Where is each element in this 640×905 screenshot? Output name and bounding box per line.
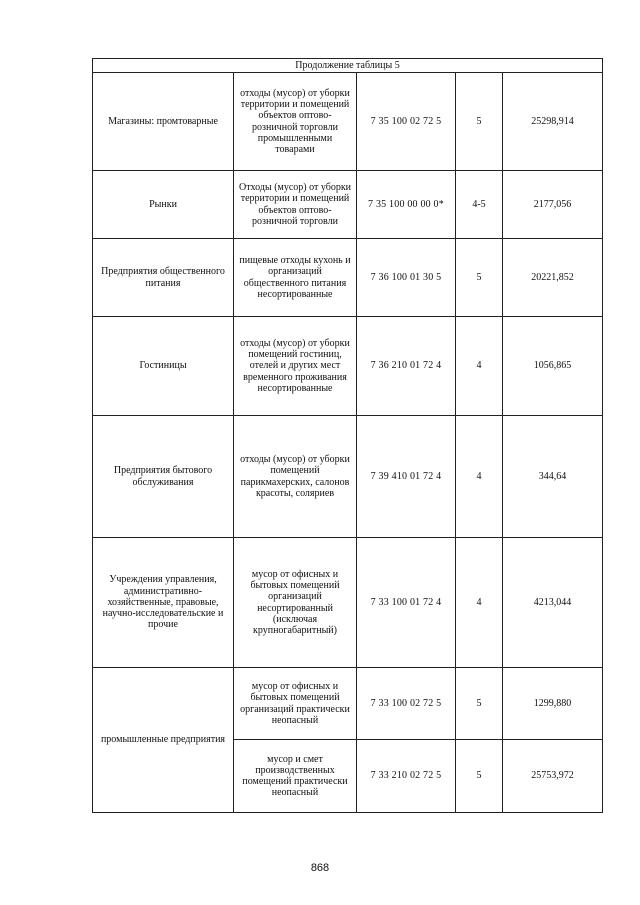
class-cell: 4 <box>456 538 503 668</box>
class-cell: 4 <box>456 416 503 538</box>
class-cell: 5 <box>456 239 503 317</box>
class-cell: 5 <box>456 740 503 813</box>
amount-cell: 1299,880 <box>503 668 603 740</box>
code-cell: 7 36 100 01 30 5 <box>357 239 456 317</box>
code-cell: 7 33 100 02 72 5 <box>357 668 456 740</box>
source-cell: Предприятия общественного питания <box>93 239 234 317</box>
code-cell: 7 36 210 01 72 4 <box>357 317 456 416</box>
amount-cell: 25298,914 <box>503 73 603 171</box>
source-cell: Предприятия бытового обслуживания <box>93 416 234 538</box>
code-cell: 7 39 410 01 72 4 <box>357 416 456 538</box>
table-row <box>93 317 603 416</box>
table-caption: Продолжение таблицы 5 <box>93 59 603 73</box>
waste-cell: отходы (мусор) от уборки помещений парикмахерских, салонов красоты, соляриев <box>234 416 357 538</box>
amount-cell: 2177,056 <box>503 171 603 239</box>
class-cell: 4 <box>456 317 503 416</box>
source-cell: Магазины: промтоварные <box>93 73 234 171</box>
amount-cell: 4213,044 <box>503 538 603 668</box>
waste-cell: мусор от офисных и бытовых помещений организаций несортированный (исключая крупногабаритный) <box>234 538 357 668</box>
waste-cell: мусор от офисных и бытовых помещений организаций практически неопасный <box>234 668 357 740</box>
page-number: 868 <box>310 862 330 874</box>
table-caption-row <box>93 59 603 73</box>
code-cell: 7 35 100 02 72 5 <box>357 73 456 171</box>
waste-cell: отходы (мусор) от уборки территории и помещений объектов оптово-розничной торговли промышленными товарами <box>234 73 357 171</box>
source-cell: Гостиницы <box>93 317 234 416</box>
waste-table <box>92 58 603 813</box>
amount-cell: 20221,852 <box>503 239 603 317</box>
source-cell: Учреждения управления, административно-хозяйственные, правовые, научно-исследовательские и прочие <box>93 538 234 668</box>
amount-cell: 1056,865 <box>503 317 603 416</box>
waste-cell: мусор и смет производственных помещений практически неопасный <box>234 740 357 813</box>
waste-cell: отходы (мусор) от уборки помещений гостиниц, отелей и других мест временного проживания несортированные <box>234 317 357 416</box>
table-row <box>93 73 603 171</box>
table-row <box>93 239 603 317</box>
source-cell: промышленные предприятия <box>93 668 234 813</box>
code-cell: 7 33 100 01 72 4 <box>357 538 456 668</box>
class-cell: 5 <box>456 668 503 740</box>
waste-cell: Отходы (мусор) от уборки территории и помещений объектов оптово-розничной торговли <box>234 171 357 239</box>
table-row <box>93 668 603 740</box>
waste-cell: пищевые отходы кухонь и организаций общественного питания несортированные <box>234 239 357 317</box>
table-row <box>93 416 603 538</box>
class-cell: 4-5 <box>456 171 503 239</box>
source-cell: Рынки <box>93 171 234 239</box>
table-row <box>93 171 603 239</box>
code-cell: 7 35 100 00 00 0* <box>357 171 456 239</box>
class-cell: 5 <box>456 73 503 171</box>
table-row <box>93 538 603 668</box>
code-cell: 7 33 210 02 72 5 <box>357 740 456 813</box>
amount-cell: 25753,972 <box>503 740 603 813</box>
amount-cell: 344,64 <box>503 416 603 538</box>
